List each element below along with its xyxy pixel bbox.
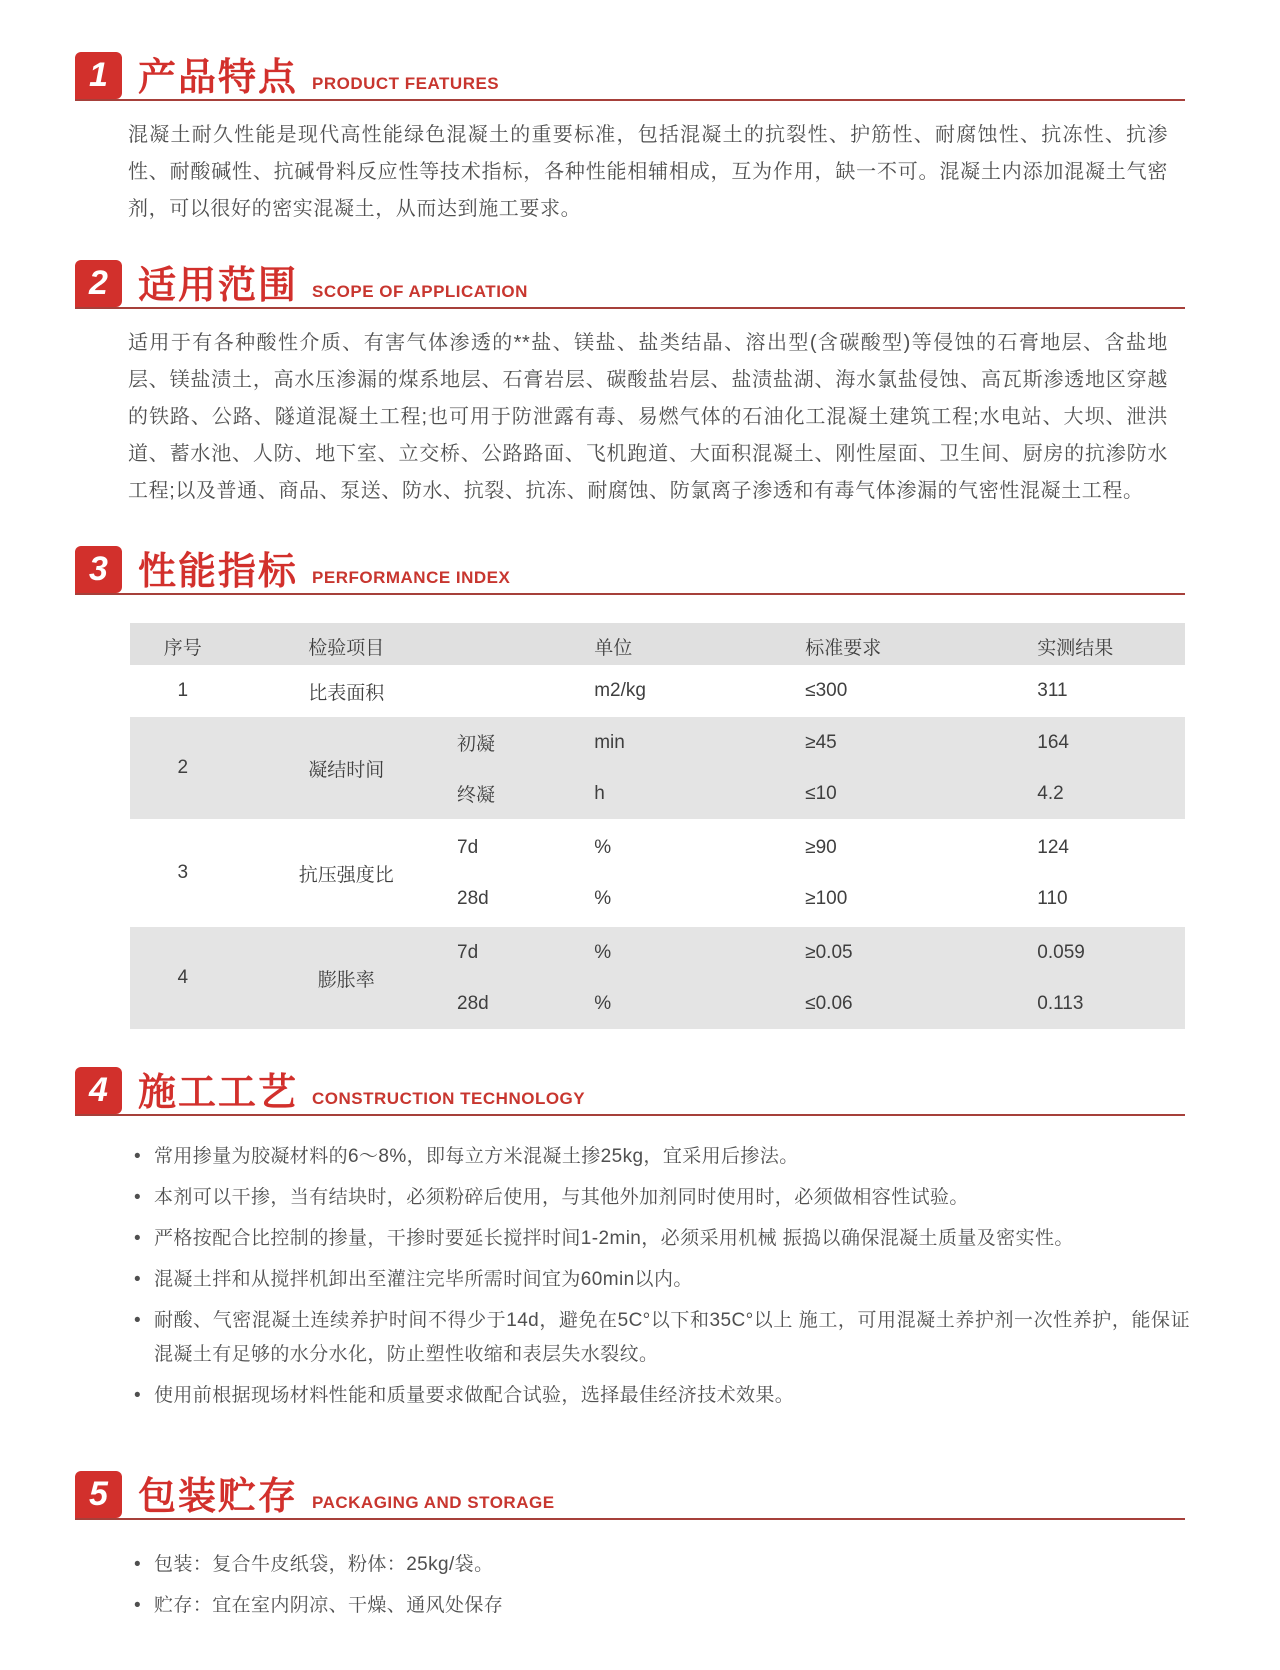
cell-unit: % [594, 887, 612, 909]
section-2-title-zh: 适用范围 [138, 265, 299, 307]
cell-standard: ≥100 [805, 887, 848, 909]
cell-sub: 28d [457, 992, 489, 1014]
section-scope-of-application [75, 260, 1185, 510]
section-4-header [75, 1067, 1185, 1116]
performance-table-header-row [130, 623, 1185, 665]
bullet-item: • 严格按配合比控制的掺量，干掺时要延长搅拌时间1-2min，必须采用机械 振捣以确保混凝土质量及密实性。 [130, 1222, 1190, 1256]
section-performance-index [75, 546, 1185, 1029]
section-4-number-badge: 4 [75, 1067, 122, 1114]
section-3-number-badge: 3 [75, 546, 122, 593]
table-row-specific-surface-area [130, 668, 1185, 714]
cell-result: 4.2 [1037, 782, 1064, 804]
section-1-title-zh: 产品特点 [138, 57, 299, 99]
bullet-item: • 耐酸、气密混凝土连续养护时间不得少于14d，避免在5C°以下和35C°以上 施工，可用混凝土养护剂一次性养护，能保证混凝土有足够的水分水化，防止塑性收缩和表层失水裂纹。 [130, 1304, 1190, 1372]
cell-standard: ≤0.06 [805, 992, 853, 1014]
bullet-item: • 混凝土拌和从搅拌机卸出至灌注完毕所需时间宜为60min以内。 [130, 1263, 1190, 1297]
product-features-paragraph: 混凝土耐久性能是现代高性能绿色混凝土的重要标准，包括混凝土的抗裂性、护筋性、耐腐蚀性、抗冻性、抗渗性、耐酸碱性、抗碱骨料反应性等技术指标，各种性能相辅相成，互为作用，缺一不可。混凝土内添加混凝土气密剂，可以很好的密实混凝土，从而达到施工要求。 [128, 124, 1168, 220]
bullet-item: • 贮存：宜在室内阴凉、干燥、通风处保存 [130, 1589, 1190, 1623]
cell-result: 124 [1037, 836, 1069, 858]
section-2-number-badge: 2 [75, 260, 122, 307]
cell-standard: ≤10 [805, 782, 837, 804]
cell-unit: % [594, 836, 612, 858]
cell-item: 比表面积 [308, 682, 385, 704]
cell-result: 164 [1037, 731, 1069, 753]
section-1-title-en: PRODUCT FEATURES [312, 74, 500, 93]
section-5-header [75, 1471, 1185, 1520]
cell-no: 2 [177, 757, 189, 778]
cell-sub: 7d [457, 836, 479, 858]
cell-no: 3 [177, 862, 189, 883]
cell-result: 0.059 [1037, 941, 1085, 963]
cell-standard: ≥90 [805, 836, 837, 858]
section-3-title-zh: 性能指标 [138, 551, 299, 593]
cell-standard: ≥0.05 [805, 941, 853, 963]
cell-item: 凝结时间 [308, 759, 385, 781]
table-row-setting-time [130, 717, 1185, 819]
cell-sub: 7d [457, 941, 479, 963]
section-3-title-en: PERFORMANCE INDEX [312, 568, 511, 587]
header-measured-result: 实测结果 [1037, 637, 1114, 659]
section-1-header [75, 52, 1185, 101]
cell-unit: % [594, 992, 612, 1014]
cell-unit: m2/kg [594, 680, 646, 701]
header-standard-requirement: 标准要求 [805, 637, 882, 659]
section-product-features [75, 52, 1185, 228]
header-test-item: 检验项目 [308, 637, 385, 659]
section-construction-technology [75, 1067, 1190, 1413]
section-packaging-and-storage [75, 1471, 1185, 1623]
cell-sub: 28d [457, 887, 489, 909]
section-4-title-en: CONSTRUCTION TECHNOLOGY [312, 1089, 586, 1108]
header-serial-number: 序号 [163, 637, 202, 659]
cell-unit: min [594, 731, 625, 753]
cell-no: 4 [177, 967, 189, 988]
section-1-number-badge: 1 [75, 52, 122, 99]
cell-result: 0.113 [1037, 992, 1084, 1014]
section-2-title-en: SCOPE OF APPLICATION [312, 282, 528, 301]
section-2-header [75, 260, 1185, 309]
cell-unit: % [594, 941, 612, 963]
header-unit: 单位 [594, 637, 633, 659]
packaging-bullet-list [130, 1548, 1190, 1623]
section-5-number-badge: 5 [75, 1471, 122, 1518]
scope-of-application-paragraph: 适用于有各种酸性介质、有害气体渗透的**盐、镁盐、盐类结晶、溶出型(含碳酸型)等侵蚀的石膏地层、含盐地层、镁盐渍土，高水压渗漏的煤系地层、石膏岩层、碳酸盐岩层、盐渍盐湖、海水氯盐侵蚀、高瓦斯渗透地区穿越的铁路、公路、隧道混凝土工程;也可用于防泄露有毒、易燃气体的石油化工混凝土建筑工程;水电站、大坝、泄洪道、蓄水池、人防、地下室、立交桥、公路路面、飞机跑道、大面积混凝土、刚性屋面、卫生间、厨房的抗渗防水工程;以及普通、商品、泵送、防水、抗裂、抗冻、耐腐蚀、防氯离子渗透和有毒气体渗漏的气密性混凝土工程。 [128, 332, 1168, 502]
table-row-compressive-strength-ratio [130, 822, 1185, 924]
cell-result: 311 [1037, 680, 1068, 701]
section-5-title-en: PACKAGING AND STORAGE [312, 1493, 555, 1512]
cell-unit: h [594, 782, 605, 804]
cell-no: 1 [177, 680, 189, 701]
cell-sub: 初凝 [457, 734, 496, 755]
header-sub-item-spacer [457, 623, 594, 669]
section-4-title-zh: 施工工艺 [138, 1072, 299, 1114]
bullet-item: • 使用前根据现场材料性能和质量要求做配合试验，选择最佳经济技术效果。 [130, 1379, 1190, 1413]
construction-bullet-list [130, 1140, 1190, 1413]
cell-standard: ≤300 [805, 680, 848, 701]
cell-standard: ≥45 [805, 731, 837, 753]
section-5-title-zh: 包装贮存 [138, 1476, 299, 1518]
bullet-item: • 本剂可以干掺，当有结块时，必须粉碎后使用，与其他外加剂同时使用时，必须做相容性试验。 [130, 1181, 1190, 1215]
cell-item: 膨胀率 [317, 969, 375, 991]
performance-table [130, 623, 1185, 1029]
cell-sub: 终凝 [457, 785, 496, 806]
cell-sub [457, 668, 594, 714]
cell-item: 抗压强度比 [298, 864, 394, 886]
cell-result: 110 [1037, 887, 1068, 909]
bullet-item: • 常用掺量为胶凝材料的6～8%，即每立方米混凝土掺25kg，宜采用后掺法。 [130, 1140, 1190, 1174]
bullet-item: • 包装：复合牛皮纸袋，粉体：25kg/袋。 [130, 1548, 1190, 1582]
table-row-expansion-rate [130, 927, 1185, 1029]
section-3-header [75, 546, 1185, 595]
